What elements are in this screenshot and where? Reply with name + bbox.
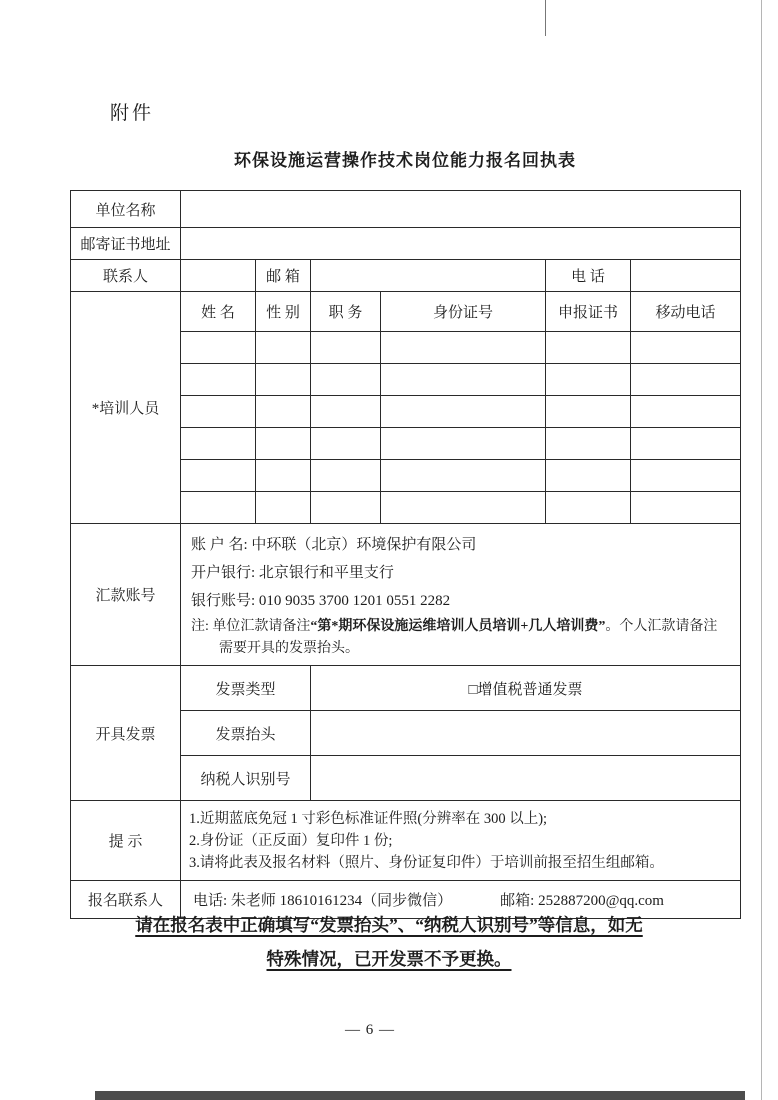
trainee-cell xyxy=(181,460,256,492)
trainee-cell xyxy=(181,428,256,460)
row-contact xyxy=(71,260,741,292)
row-trainee-header xyxy=(71,292,741,332)
trainee-cell xyxy=(546,428,631,460)
trainee-cell xyxy=(311,428,381,460)
trainee-cell xyxy=(631,492,741,524)
trainees-label: *培训人员 xyxy=(71,292,181,524)
registration-contact-phone: 电话: 朱老师 18610161234（同步微信） xyxy=(193,893,453,909)
phone-value-cell xyxy=(631,260,741,292)
trainee-cell xyxy=(256,364,311,396)
registration-form-table xyxy=(70,190,741,919)
remittance-note-prefix: 注: 单位汇款请备注 xyxy=(191,619,311,634)
trainee-cell xyxy=(256,428,311,460)
trainee-col-certificate: 申报证书 xyxy=(546,292,631,332)
trainee-cell xyxy=(311,460,381,492)
invoice-type-value: □增值税普通发票 xyxy=(311,666,741,711)
footer-note xyxy=(0,908,778,976)
invoice-section-label: 开具发票 xyxy=(71,666,181,801)
trainee-cell xyxy=(311,396,381,428)
unit-name-value-cell xyxy=(181,191,741,228)
remittance-account-name: 账 户 名: 中环联（北京）环境保护有限公司 xyxy=(191,537,477,553)
registration-contact-label: 报名联系人 xyxy=(71,881,181,919)
invoice-type-label: 发票类型 xyxy=(181,666,311,711)
scan-artifact-top-line xyxy=(545,0,546,36)
trainee-cell xyxy=(381,396,546,428)
trainee-cell xyxy=(631,364,741,396)
trainee-cell xyxy=(181,492,256,524)
remittance-bank: 开户银行: 北京银行和平里支行 xyxy=(191,565,394,581)
footer-note-line-1: 请在报名表中正确填写“发票抬头”、“纳税人识别号”等信息，如无 xyxy=(135,915,643,935)
page-title: 环保设施运营操作技术岗位能力报名回执表 xyxy=(234,151,576,170)
trainee-cell xyxy=(546,364,631,396)
registration-contact-email: 邮箱: 252887200@qq.com xyxy=(500,893,664,909)
remittance-label: 汇款账号 xyxy=(71,524,181,666)
trainee-cell xyxy=(546,332,631,364)
trainee-cell xyxy=(381,460,546,492)
scan-artifact-bottom-bar xyxy=(95,1091,745,1100)
trainee-cell xyxy=(546,492,631,524)
remittance-note-bold: “第*期环保设施运维培训人员培训+几人培训费” xyxy=(310,619,606,634)
email-value-cell xyxy=(311,260,546,292)
remittance-content-cell xyxy=(181,524,741,666)
row-tips xyxy=(71,801,741,881)
trainee-cell xyxy=(311,364,381,396)
taxpayer-id-label: 纳税人识别号 xyxy=(181,756,311,801)
trainee-col-gender: 性 别 xyxy=(256,292,311,332)
trainee-cell xyxy=(546,460,631,492)
invoice-title-label: 发票抬头 xyxy=(181,711,311,756)
trainee-cell xyxy=(631,428,741,460)
trainee-cell xyxy=(256,460,311,492)
trainee-cell xyxy=(381,492,546,524)
taxpayer-id-value xyxy=(311,756,741,801)
scan-artifact-right-line xyxy=(761,0,762,1100)
trainee-col-id-number: 身份证号 xyxy=(381,292,546,332)
row-unit-name xyxy=(71,191,741,228)
mailing-address-label: 邮寄证书地址 xyxy=(71,228,181,260)
row-remittance xyxy=(71,524,741,666)
trainee-cell xyxy=(181,332,256,364)
page-number: — 6 — xyxy=(345,1022,395,1038)
footer-note-line-2: 特殊情况，已开发票不予更换。 xyxy=(266,949,512,969)
trainee-col-position: 职 务 xyxy=(311,292,381,332)
invoice-title-value xyxy=(311,711,741,756)
trainee-cell xyxy=(181,364,256,396)
email-label: 邮 箱 xyxy=(256,260,311,292)
tips-label: 提 示 xyxy=(71,801,181,881)
tips-line-1: 1.近期蓝底免冠 1 寸彩色标准证件照(分辨率在 300 以上); xyxy=(189,810,548,827)
tips-line-3: 3.请将此表及报名材料（照片、身份证复印件）于培训前报至招生组邮箱。 xyxy=(189,854,664,871)
tips-line-2: 2.身份证（正反面）复印件 1 份; xyxy=(189,832,393,849)
trainee-cell xyxy=(631,396,741,428)
trainee-cell xyxy=(381,428,546,460)
phone-label: 电 话 xyxy=(546,260,631,292)
mailing-address-value-cell xyxy=(181,228,741,260)
contact-label: 联系人 xyxy=(71,260,181,292)
trainee-cell xyxy=(181,396,256,428)
trainee-cell xyxy=(631,460,741,492)
trainee-col-mobile: 移动电话 xyxy=(631,292,741,332)
trainee-cell xyxy=(546,396,631,428)
row-mailing-address xyxy=(71,228,741,260)
trainee-cell xyxy=(631,332,741,364)
trainee-cell xyxy=(381,364,546,396)
trainee-cell xyxy=(311,492,381,524)
trainee-cell xyxy=(381,332,546,364)
trainee-cell xyxy=(256,332,311,364)
trainee-col-name: 姓 名 xyxy=(181,292,256,332)
tips-content-cell xyxy=(181,801,741,881)
remittance-note-suffix: 。个人汇款请备注需要开具的发票抬头。 xyxy=(219,619,718,656)
unit-name-label: 单位名称 xyxy=(71,191,181,228)
trainee-cell xyxy=(256,396,311,428)
row-invoice-type xyxy=(71,666,741,711)
trainee-cell xyxy=(311,332,381,364)
contact-value-cell xyxy=(181,260,256,292)
trainee-cell xyxy=(256,492,311,524)
attachment-label: 附件 xyxy=(110,103,155,124)
remittance-account-number: 银行账号: 010 9035 3700 1201 0551 2282 xyxy=(191,593,451,609)
remittance-note xyxy=(191,616,730,660)
